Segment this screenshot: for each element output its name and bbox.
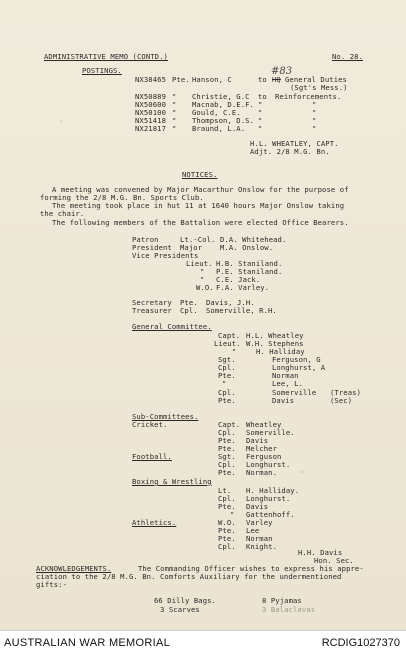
rank: " <box>200 275 205 284</box>
rank: Cpl. <box>218 460 236 469</box>
memo-number: No. 28. <box>332 52 363 61</box>
rank: Pte. <box>180 298 198 307</box>
posting-name: Hanson, C <box>192 75 232 84</box>
member-name: Knight. <box>246 542 277 551</box>
posting-rank: " <box>172 100 177 109</box>
posting-num: NX38465 <box>135 75 166 84</box>
scan-spot <box>300 470 304 473</box>
posting-dest: (Sgt's Mess.) <box>290 83 348 92</box>
rank: " <box>200 267 205 276</box>
posting-num: NX50889 <box>135 92 166 101</box>
rank: Lieut. <box>186 259 213 268</box>
posting-dest: " <box>312 100 317 109</box>
notice-text: The meeting took place in hut 11 at 1640 hours Major Onslow taking <box>52 201 345 210</box>
postings-heading: POSTINGS. <box>82 66 122 75</box>
posting-struck: HQ <box>272 75 281 84</box>
rank: Lieut. <box>214 339 241 348</box>
gift-item: 3 Balaclavas <box>262 605 316 614</box>
posting-dest: General Duties <box>285 75 347 84</box>
secretary-signature: H.H. Davis <box>298 548 343 557</box>
rank: " <box>230 510 235 519</box>
boxing-label: Boxing & Wrestling <box>132 477 212 486</box>
scan-spot <box>60 120 63 123</box>
member-name: H. Halliday <box>256 347 305 356</box>
role: Patron <box>132 235 159 244</box>
member-name: Lee <box>246 526 260 535</box>
posting-dest: " <box>312 124 317 133</box>
posting-name: Macnab, D.E.F. <box>192 100 254 109</box>
officer-name: C.E. Jack. <box>216 275 261 284</box>
rank: Cpl. <box>218 494 236 503</box>
member-name: Ferguson <box>246 452 282 461</box>
posting-rank: " <box>172 116 177 125</box>
officer-name: D.A. Whitehead. <box>220 235 287 244</box>
officer-name: Somerville, R.H. <box>206 306 277 315</box>
notice-text: the chair. <box>40 209 85 218</box>
member-name: Somerville <box>272 388 317 397</box>
gift-item: 66 Dilly Bags. <box>154 596 216 605</box>
member-name: Gattenhoff. <box>246 510 295 519</box>
posting-num: NX51418 <box>135 116 166 125</box>
member-note: (Treas) <box>330 388 361 397</box>
rank: Pte. <box>218 371 236 380</box>
rank: Pte. <box>218 436 236 445</box>
memo-header-title: ADMINISTRATIVE MEMO (CONTD.) <box>44 52 168 61</box>
acknowledgements-label: ACKNOWLEDGEMENTS. <box>36 564 112 573</box>
rank: Pte. <box>218 396 236 405</box>
posting-num: NX21817 <box>135 124 166 133</box>
role: Treasurer <box>132 306 172 315</box>
posting-to: to <box>258 75 267 84</box>
notice-text: The following members of the Battalion were elected Office Bearers. <box>52 218 349 227</box>
member-name: Melcher <box>246 444 277 453</box>
rank: Cpl. <box>218 388 236 397</box>
rank: Cpl. <box>218 542 236 551</box>
archive-footer <box>0 630 406 655</box>
rank: Sgt. <box>218 452 236 461</box>
member-name: Davis <box>272 396 295 405</box>
rank: Pte. <box>218 468 236 477</box>
role: President <box>132 243 172 252</box>
member-name: Wheatley <box>246 420 282 429</box>
posting-num: NX50600 <box>135 100 166 109</box>
rank: " <box>232 347 237 356</box>
member-name: Longhurst. <box>246 494 291 503</box>
posting-dest: " <box>312 116 317 125</box>
posting-num: NX50100 <box>135 108 166 117</box>
gift-item: 3 Scarves <box>160 605 200 614</box>
posting-name: Braund, L.A. <box>192 124 246 133</box>
member-name: Somerville. <box>246 428 295 437</box>
officer-name: F.A. Varley. <box>216 283 270 292</box>
member-name: H. Halliday. <box>246 486 300 495</box>
member-name: Davis <box>246 436 269 445</box>
posting-to: " <box>258 108 263 117</box>
member-name: Norman. <box>246 468 277 477</box>
notice-text: forming the 2/8 M.G. Bn. Sports Club. <box>40 193 204 202</box>
member-name: Norman <box>246 534 273 543</box>
member-name: H.L. Wheatley <box>246 331 304 340</box>
handwritten-annotation: #83 <box>271 66 293 77</box>
rank: Sgt. <box>218 355 236 364</box>
cricket-label: Cricket. <box>132 420 168 429</box>
rank: W.O. <box>196 283 214 292</box>
member-name: Ferguson, G <box>272 355 321 364</box>
role: Secretary <box>132 298 172 307</box>
rank: Major <box>180 243 203 252</box>
football-label: Football. <box>132 452 172 461</box>
officer-name: H.B. Staniland. <box>216 259 283 268</box>
footer-record-id: RCDIG1027370 <box>321 637 400 649</box>
officer-name: P.E. Staniland. <box>216 267 283 276</box>
ack-text: gifts:- <box>36 580 67 589</box>
member-name: Lee, L. <box>272 379 303 388</box>
rank: Lt. <box>218 486 232 495</box>
member-note: (Sec) <box>330 396 353 405</box>
notices-heading: NOTICES. <box>182 170 218 179</box>
posting-to: " <box>258 116 263 125</box>
notice-text: A meeting was convened by Major Macarthur Onslow for the purpose of <box>52 185 349 194</box>
posting-rank: " <box>172 92 177 101</box>
posting-name: Thompson, D.S. <box>192 116 254 125</box>
ack-text: ciation to the 2/8 M.G. Bn. Comforts Auxiliary for the undermentioned <box>36 572 342 581</box>
general-committee-heading: General Committee. <box>132 322 212 331</box>
rank: " <box>222 379 227 388</box>
member-name: Longhurst, A <box>272 363 326 372</box>
posting-name: Christie, G.C <box>192 92 250 101</box>
posting-rank: " <box>172 124 177 133</box>
rank: Cpl. <box>180 306 198 315</box>
athletics-label: Athletics. <box>132 518 177 527</box>
posting-to: " <box>258 100 263 109</box>
rank: Pte. <box>218 502 236 511</box>
posting-dest: " <box>312 108 317 117</box>
officer-name: M.A. Onslow. <box>220 243 274 252</box>
rank: Pte. <box>218 526 236 535</box>
role: Vice Presidents <box>132 251 199 260</box>
rank: Capt. <box>218 420 241 429</box>
officer-name: Davis, J.H. <box>206 298 255 307</box>
rank: Cpl. <box>218 363 236 372</box>
rank: Pte. <box>218 444 236 453</box>
posting-rank: " <box>172 108 177 117</box>
posting-name: Gould, C.E. <box>192 108 241 117</box>
rank: Lt.-Col. <box>180 235 216 244</box>
rank: Pte. <box>218 534 236 543</box>
posting-dest: Reinforcements. <box>275 92 342 101</box>
footer-institution: AUSTRALIAN WAR MEMORIAL <box>4 637 171 649</box>
member-name: Longhurst. <box>246 460 291 469</box>
posting-rank: Pte. <box>172 75 190 84</box>
gift-item: 8 Pyjamas <box>262 596 302 605</box>
posting-to: " <box>258 124 263 133</box>
member-name: Norman <box>272 371 299 380</box>
ack-text: The Commanding Officer wishes to express his appre- <box>138 564 364 573</box>
posting-to: to <box>258 92 267 101</box>
member-name: Varley <box>246 518 273 527</box>
signature-name: H.L. WHEATLEY, CAPT. <box>250 139 339 148</box>
rank: Cpl. <box>218 428 236 437</box>
sub-committees-heading: Sub-Committees. <box>132 412 199 421</box>
member-name: W.H. Stephens <box>246 339 304 348</box>
member-name: Davis <box>246 502 269 511</box>
secretary-title: Hon. Sec. <box>314 556 354 565</box>
rank: W.O. <box>218 518 236 527</box>
rank: Capt. <box>218 331 241 340</box>
signature-title: Adjt. 2/8 M.G. Bn. <box>250 147 330 156</box>
